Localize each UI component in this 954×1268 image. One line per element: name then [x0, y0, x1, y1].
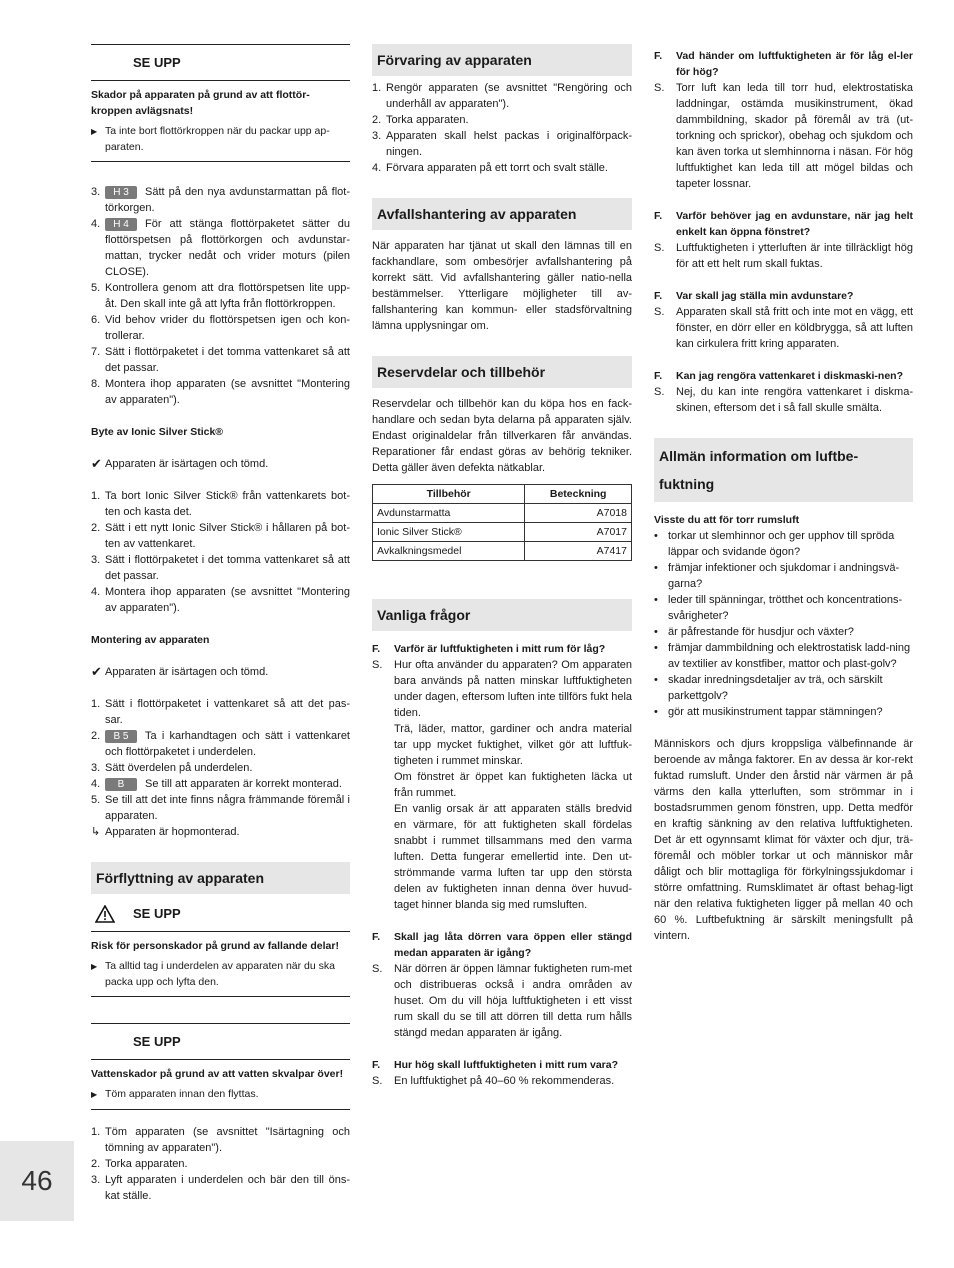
list-item: 5. Se till att det inte finns några främmande föremål i apparaten.: [91, 794, 350, 822]
disposal-text: När apparaten har tjänat ut skall den lämnas till en fackhandlare, som ombesörjer avfallshantering på korrekt sätt. Vid avfallshantering gäller natio-nella bestämmelser. Ytterligare möjligheter till av-fallshantering kan kommun- eller stadsförvaltning lämna upplysningar om.: [372, 240, 632, 332]
list-item: 3. Sätt överdelen på underdelen.: [91, 762, 253, 774]
caution-text: Vattenskador på grund av att vatten skvalpar över!: [91, 1068, 344, 1080]
list-item: 2. Sätt i ett nytt Ionic Silver Stick® i hållaren på bot-ten av vattenkaret.: [91, 522, 350, 550]
list-item: 3. Sätt i flottörpaketet i det tomma vattenkaret så att det passar.: [91, 554, 350, 582]
faq-question: F. Varför behöver jag en avdunstare, när jag helt enkelt kan öppna fönstret?: [654, 210, 913, 238]
caution-instruction: ▶ Töm apparaten innan den flyttas.: [91, 1086, 350, 1103]
figure-ref-badge: B 5: [105, 730, 137, 743]
figure-ref-badge: H 4: [105, 218, 137, 231]
caution-title: SE UPP: [133, 54, 181, 70]
faq-question: F. Skall jag låta dörren vara öppen eller stängd medan apparaten är igång?: [372, 931, 632, 959]
faq-entry: [654, 368, 913, 416]
caution-title: SE UPP: [133, 1033, 181, 1049]
parts-text: Reservdelar och tillbehör kan du köpa hos en fack-handlare och sedan byta delarna på apparaten själv. Endast originaldelar från tillverkaren får användas. Reparationer får endast göras av behörig tekniker. Detta gäller även defekta nätkablar.: [372, 398, 632, 474]
table-header-cell: Tillbehör: [373, 485, 525, 504]
caution-box-falling: [91, 896, 350, 997]
list-item: 3. H 3 Sätt på den nya avdunstarmattan på flot-törkorgen.: [91, 186, 350, 214]
precondition: ✔ Apparaten är isärtagen och tömd.: [91, 664, 269, 679]
faq-entry: [654, 48, 913, 192]
faq-question: F. Hur hög skall luftfuktigheten i mitt rum vara?: [372, 1059, 619, 1071]
ionic-subheading: Byte av Ionic Silver Stick®: [91, 426, 224, 438]
list-item: 4. H 4 För att stänga flottörpaketet sätter du flottörspetsen på flottörkorgen och avdunstar-mattan, trycker nedåt och vrider moturs (pilen CLOSE).: [91, 218, 350, 278]
list-item: • leder till spänningar, trötthet och koncentrations-svårigheter?: [654, 594, 903, 622]
faq-question: F. Varför är luftfuktigheten i mitt rum för låg?: [372, 643, 606, 655]
faq-answer: S. Nej, du kan inte rengöra vattenkaret i diskma-skinen, eftersom det i så fall skulle smälta.: [654, 386, 913, 414]
assembly-subheading: Montering av apparaten: [91, 634, 210, 646]
ionic-steps-list: [91, 488, 350, 616]
float-steps-list: [91, 184, 350, 408]
faq-answer: S. Hur ofta använder du apparaten? Om apparaten bara används på natten minskar luftfuktigheten under dagen, eftersom luften inte tillförs fukt hela tiden. Trä, läder, mattor, gardiner och andra material tar upp mycket fuktighet, vilket gör att luftfuk-tigheten i rummet minskar. Om fönstret är öppet kan fuktigheten läcka ut från rummet. En vanlig orsak är att apparaten ställs bredvid en värmare, för att fuktigheten skall fördelas snabbt i rummet tillsammans med den varma luften. Detta fungerar emellertid inte. Den ut-strömmande varma luften tar upp den största delen av fuktigheten innan denna över huvud-taget hinner blanda sig med rumsluften.: [372, 659, 632, 911]
faq-entry: [372, 929, 632, 1041]
list-item: 1. Töm apparaten (se avsnittet "Isärtagning och tömning av apparaten").: [91, 1126, 350, 1154]
list-item: 2. B 5 Ta i karhandtagen och sätt i vattenkaret och flottörpaketet i underdelen.: [91, 730, 350, 758]
caution-instruction: ▶ Ta inte bort flottörkroppen när du packar upp ap-paraten.: [91, 125, 330, 153]
caution-text: Risk för personskador på grund av fallande delar!: [91, 940, 339, 952]
table-row: Ionic Silver Stick® A7017: [373, 523, 632, 542]
checkmark-icon: ✔: [91, 456, 102, 471]
list-item: • gör att musikinstrument tappar stämningen?: [654, 706, 883, 718]
section-heading-move: Förflyttning av apparaten: [91, 862, 350, 894]
list-item: 6. Vid behov vrider du flottörspetsen igen och kon-trollerar.: [91, 314, 350, 342]
list-item: • skadar inredningsdetaljer av trä, och särskilt parkettgolv?: [654, 674, 883, 702]
table-row: Avkalkningsmedel A7417: [373, 542, 632, 561]
faq-answer: S. Luftfuktigheten i ytterluften är inte tillräckligt hög för att ett helt rum skall fuktas.: [654, 242, 913, 270]
faq-answer: S. Apparaten skall stå fritt och inte mot en vägg, ett fönster, en dörr eller en köldbrygga, så att luften kan cirkulera fritt kring apparaten.: [654, 306, 913, 350]
column-left: [91, 44, 350, 1204]
list-item: 1. Sätt i flottörpaketet i vattenkaret så att det pas-sar.: [91, 698, 350, 726]
section-heading-faq: Vanliga frågor: [372, 599, 632, 631]
list-item: 3. Lyft apparaten i underdelen och bär den till öns-kat ställe.: [91, 1174, 350, 1202]
page-number: 46: [0, 1141, 74, 1221]
triangle-bullet-icon: ▶: [91, 962, 98, 971]
section-heading-storage: Förvaring av apparaten: [372, 44, 632, 76]
list-item: 4. Montera ihop apparaten (se avsnittet "Montering av apparaten").: [91, 586, 350, 614]
caution-text: Skador på apparaten på grund av att flottör-kroppen avlägsnats!: [91, 89, 310, 117]
caution-box-float: [91, 44, 350, 162]
column-middle: [372, 44, 632, 1089]
list-item: 7. Sätt i flottörpaketet i det tomma vattenkaret så att det passar.: [91, 346, 350, 374]
caution-box-water: [91, 1023, 350, 1110]
caution-header: [91, 1024, 350, 1060]
caution-header: [91, 896, 350, 932]
list-item: • torkar ut slemhinnor och ger upphov till spröda läppar och svidande ögon?: [654, 530, 895, 558]
section-heading-disposal: Avfallshantering av apparaten: [372, 198, 632, 230]
result-arrow-icon: ↳: [91, 826, 101, 838]
checkmark-icon: ✔: [91, 664, 102, 679]
faq-entry: [372, 1057, 632, 1089]
figure-ref-badge: H 3: [105, 186, 137, 199]
list-item: 4. Förvara apparaten på ett torrt och svalt ställe.: [372, 162, 608, 174]
faq-entry: [654, 288, 913, 352]
list-item: 3. Apparaten skall helst packas i originalförpack-ningen.: [372, 130, 632, 158]
faq-entry: [372, 641, 632, 913]
table-header-row: [373, 485, 632, 504]
list-item: • främjar dammbildning och elektrostatisk ladd-ning av textilier av konstfiber, mattor och plast-golv?: [654, 642, 911, 670]
dry-air-subheading: Visste du att för torr rumsluft: [654, 514, 800, 526]
storage-steps-list: [372, 80, 632, 176]
section-heading-info: Allmän information om luftbe-fuktning: [654, 438, 913, 502]
caution-instruction: ▶ Ta alltid tag i underdelen av apparaten när du ska packa upp och lyfta den.: [91, 960, 335, 988]
assembly-steps-list: [91, 696, 350, 824]
faq-question: F. Kan jag rengöra vattenkaret i diskmaski-nen?: [654, 370, 903, 382]
section-heading-parts: Reservdelar och tillbehör: [372, 356, 632, 388]
result-line: ↳ Apparaten är hopmonterad.: [91, 826, 240, 838]
faq-answer: S. En luftfuktighet på 40–60 % rekommenderas.: [372, 1075, 615, 1087]
caution-title: SE UPP: [133, 905, 181, 921]
list-item: 1. Ta bort Ionic Silver Stick® från vattenkarets bot-ten och kasta det.: [91, 490, 350, 518]
list-item: 2. Torka apparaten.: [91, 1158, 188, 1170]
list-item: 8. Montera ihop apparaten (se avsnittet "Montering av apparaten").: [91, 378, 350, 406]
triangle-bullet-icon: ▶: [91, 127, 98, 136]
caution-header: [91, 45, 350, 81]
precondition: ✔ Apparaten är isärtagen och tömd.: [91, 456, 269, 471]
faq-answer: S. När dörren är öppen lämnar fuktigheten rum-met och distribueras också i andra områden av huset. Om du vill höja luftfuktigheten i ett visst rum skall du se till att dörren till detta rum hålls stängd medan apparaten är igång.: [372, 963, 632, 1039]
list-item: • är påfrestande för husdjur och växter?: [654, 626, 854, 638]
triangle-bullet-icon: ▶: [91, 1090, 98, 1099]
parts-table: [372, 484, 632, 561]
list-item: 2. Torka apparaten.: [372, 114, 469, 126]
figure-ref-badge: B: [105, 778, 137, 791]
list-item: • främjar infektioner och sjukdomar i andningsvä-garna?: [654, 562, 900, 590]
list-item: 5. Kontrollera genom att dra flottörspetsen lite upp-åt. Den skall inte gå att lyfta från flottörkroppen.: [91, 282, 350, 310]
column-right: [654, 44, 913, 944]
dry-air-list: [654, 528, 913, 720]
faq-answer: S. Torr luft kan leda till torr hud, elektrostatiska laddningar, ostämda musikinstrument, ökad dammbildning, skador på föremål av trä (ut-torkning och sprickor), obehag och sjukdom och kan även torka ut slemhinnorna i näsan. För hög luftfuktighet kan leda till att mögel bildas och tapeter lossnar.: [654, 82, 913, 190]
move-steps-list: [91, 1124, 350, 1204]
list-item: 1. Rengör apparaten (se avsnittet "Rengöring och underhåll av apparaten").: [372, 82, 632, 110]
table-header-cell: Beteckning: [525, 485, 632, 504]
list-item: 4. B Se till att apparaten är korrekt monterad.: [91, 778, 342, 790]
table-row: Avdunstarmatta A7018: [373, 504, 632, 523]
info-text: Människors och djurs kroppsliga välbefinnande är beroende av många faktorer. En av dessa är kor-rekt fuktad rumsluft. Under den årstid när värmen är på värms den kalla ytterluften, som strömmar in i bostadsrummen genom fönstren, upp. Detta medför en kraftig sänkning av den relativa luftfuktigheten. Det är ett ogynnsamt klimat för växter och djur, trä-föremål och möbler torkar ut och människor mår dåligt och blir mottagliga för förkylningssjukdomar i större omfattning. Rumsklimatet är oftast behag-ligt när den relativa fuktigheten ligger på mellan 40 och 60 %. Luftbefuktning är särskilt meningsfullt på vintern.: [654, 738, 913, 942]
faq-question: F. Var skall jag ställa min avdunstare?: [654, 290, 854, 302]
faq-question: F. Vad händer om luftfuktigheten är för låg el-ler för hög?: [654, 50, 913, 78]
warning-icon: [91, 905, 119, 923]
faq-entry: [654, 208, 913, 272]
